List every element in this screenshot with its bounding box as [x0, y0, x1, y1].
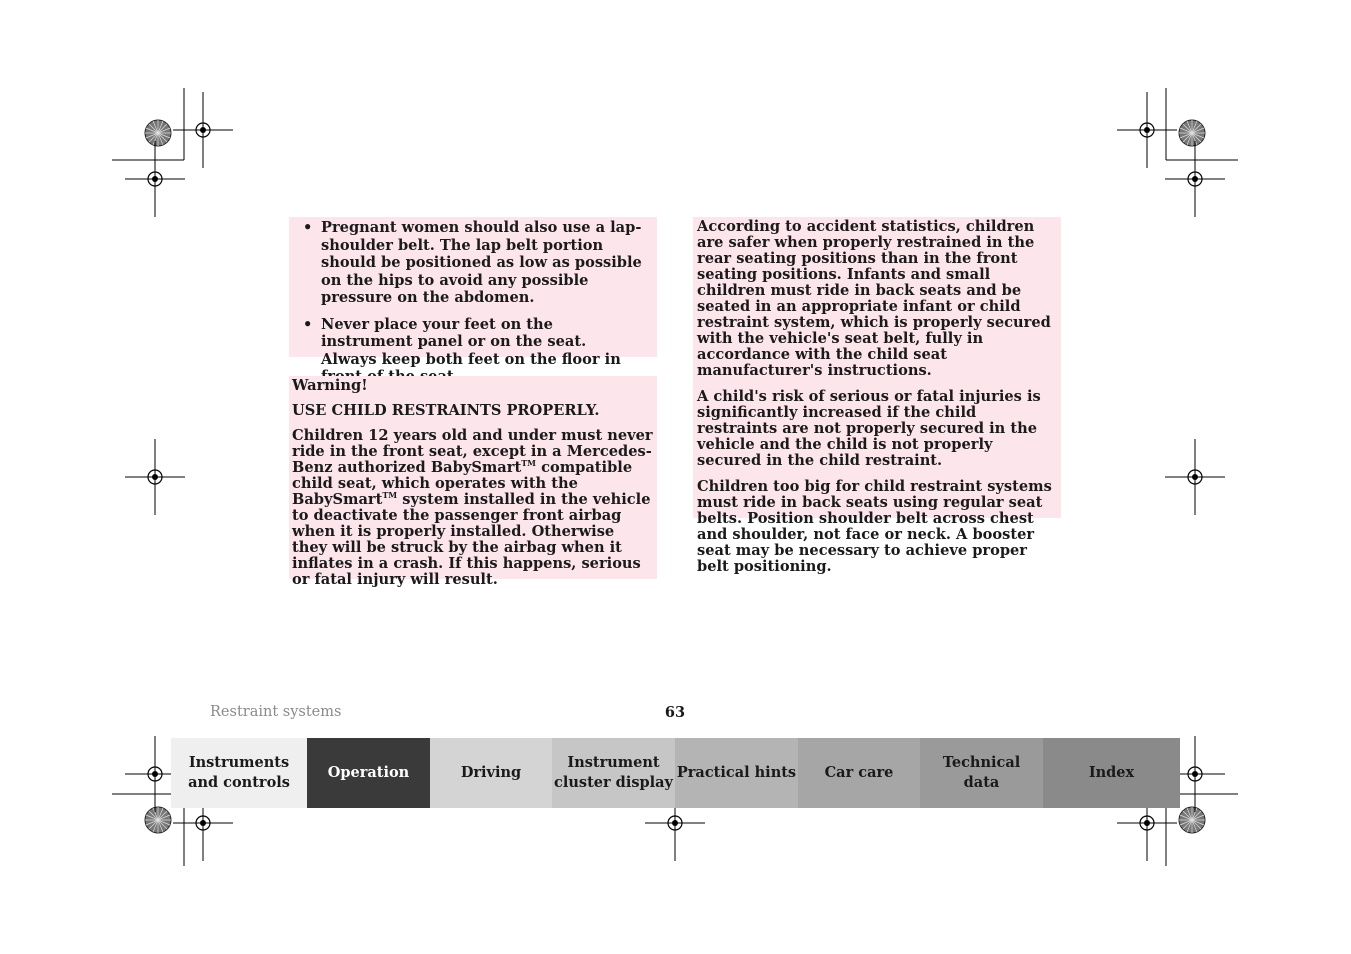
warning-title: Warning! — [292, 377, 368, 394]
info-paragraph: Children too big for child restraint systems must ride in back seats using regular seat belts. Position shoulder belt across chest and shoulder, not face or neck. A booster seat may be necessary to achieve proper belt positioning. — [697, 478, 1052, 575]
warning-heading: USE CHILD RESTRAINTS PROPERLY. — [292, 402, 600, 419]
page-number: 63 — [664, 704, 686, 721]
warning-body-part: Children 12 years old and under must never ride in the front seat, except in a Mercedes-Benz authorized BabySmart — [292, 427, 653, 476]
tab-instruments-and-controls[interactable] — [171, 738, 307, 808]
tab-car-care[interactable] — [798, 738, 920, 808]
info-paragraph: A child's risk of serious or fatal injuries is significantly increased if the child restraints are not properly secured in the vehicle and the child is not properly secured in the child restraint. — [697, 388, 1041, 469]
bullet-list — [303, 219, 645, 386]
trademark-symbol: TM — [382, 490, 398, 500]
tab-label: Technical data — [942, 754, 1021, 791]
tab-label: Car care — [824, 764, 894, 781]
chapter-nav-bar — [171, 738, 1180, 808]
tab-label: Instrument cluster display — [554, 754, 673, 791]
section-title: Restraint systems — [210, 704, 342, 720]
tab-label: Driving — [460, 764, 522, 781]
tab-practical-hints[interactable] — [675, 738, 798, 808]
warning-body-part: compatible child seat, which operates with the BabySmart — [292, 459, 633, 508]
warning-body — [292, 428, 654, 588]
child-safety-info-box — [693, 217, 1061, 575]
tab-operation[interactable] — [307, 738, 430, 808]
tab-technical-data[interactable] — [920, 738, 1043, 808]
info-paragraph: According to accident statistics, children are safer when properly restrained in the rear seating positions than in the front seating positions. Infants and small children must ride in back seats and be seated in an appropriate infant or child restraint system, which is properly secured with the vehicle's seat belt, fully in accordance with the child seat manufacturer's instructions. — [697, 218, 1051, 379]
tab-label: Practical hints — [676, 764, 797, 781]
safety-bullets-box — [289, 217, 657, 368]
tab-label: Instruments and controls — [188, 754, 290, 791]
warning-body-part: system installed in the vehicle to deactivate the passenger front airbag when it is properly installed. Otherwise they will be struck by the airbag when it inflates in a crash. If this happens, serious or fatal injury will result. — [292, 491, 651, 588]
bullet-item: • Pregnant women should also use a lap-shoulder belt. The lap belt portion should be positioned as low as possible on the hips to avoid any possible pressure on the abdomen. — [303, 219, 645, 307]
bullet-item: • Never place your feet on the instrument panel or on the seat. Always keep both feet on the floor in — [303, 316, 645, 386]
trademark-symbol: TM — [521, 458, 536, 468]
tab-label: Index — [1088, 764, 1135, 781]
tab-label: Operation — [327, 764, 410, 781]
tab-instrument-cluster-display[interactable] — [552, 738, 675, 808]
warning-box — [289, 376, 657, 588]
tab-index[interactable] — [1043, 738, 1180, 808]
tab-driving[interactable] — [430, 738, 552, 808]
